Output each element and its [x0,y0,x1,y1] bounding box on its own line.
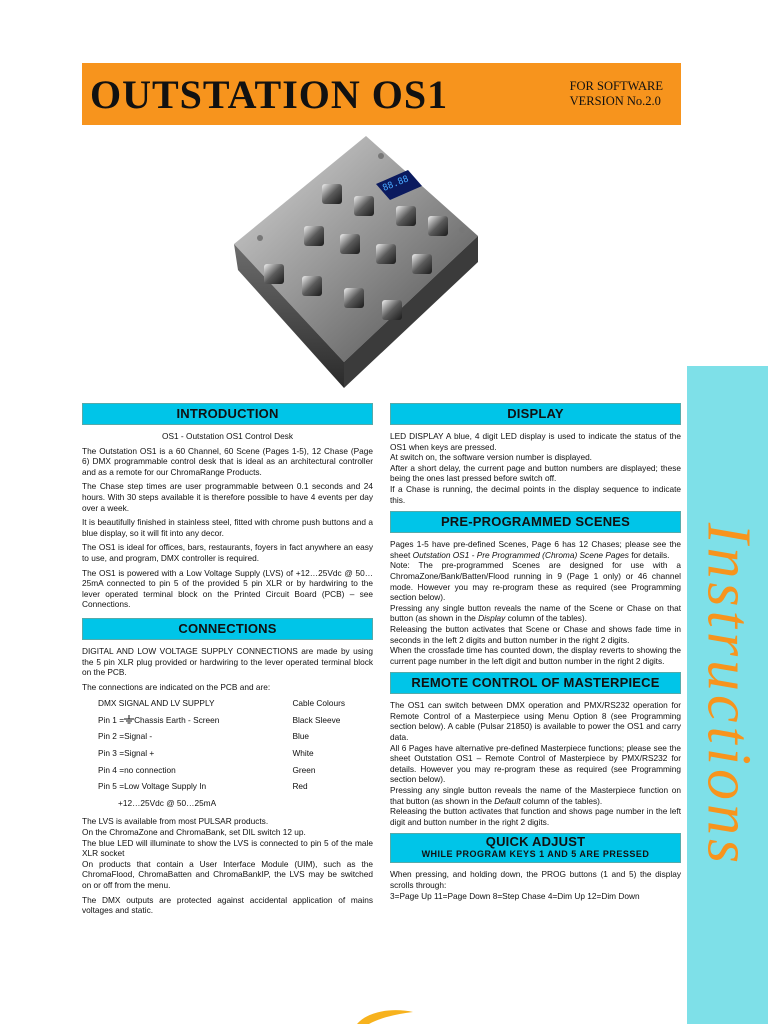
pin-description: Signal - [124,731,153,742]
connections-paragraph: On the ChromaZone and ChromaBank, set DIL switch 12 up. [82,827,306,838]
display-paragraph: LED DISPLAY A blue, 4 digit LED display is used to indicate the status of the OS1 when keys are pressed. [390,431,681,452]
connections-paragraph: The blue LED will illuminate to show the LVS is connected to pin 5 of the male XLR socket [82,837,373,859]
intro-paragraph: The OS1 is powered with a Low Voltage Supply (LVS) of +12…25Vdc @ 50…25mA connected to pin 5 of the provided 5 pin XLR or by hardwiring to the lever operated terminal block on the Printed Circuit Board (PCB) – see Connections. [82,567,373,610]
pre-programmed-paragraph: Pages 1-5 have pre-defined Scenes, Page 6 has 12 Chases; please see the sheet Outstation OS1 - Pre Programmed (Chroma) Scene Pages for details. [390,539,681,560]
version-line-1: FOR SOFTWARE [569,79,663,93]
connections-paragraph: The LVS is available from most PULSAR products. [82,816,269,827]
voltage-reference: +12…25Vdc @ 50…25mA [118,797,217,808]
table-row [82,765,373,782]
table-row [82,715,373,732]
cable-colour: Blue [292,731,310,742]
pin-label: Pin 3 = [98,748,125,759]
connections-paragraph: The connections are indicated on the PCB and are: [82,681,271,692]
decorative-swash [355,1008,415,1024]
quick-adjust-keys: 3=Page Up 11=Page Down 8=Step Chase 4=Dim Up 12=Dim Down [390,890,640,901]
pin-description: Low Voltage Supply In [124,781,207,792]
header-banner [82,63,681,125]
connections-paragraph: The DMX outputs are protected against accidental application of mains voltages and static. [82,894,373,916]
pre-programmed-paragraph: Pressing any single button reveals the name of the Scene or Chase on that button (as shown in the Display column of the tables). [390,602,681,624]
display-heading: DISPLAY [390,403,681,425]
right-column [390,403,681,901]
cable-colour: Green [292,764,316,775]
pre-programmed-heading: PRE-PROGRAMMED SCENES [390,511,681,533]
software-version [570,79,663,109]
version-line-2: VERSION No.2.0 [569,94,661,108]
quick-adjust-subtitle: WHILE PROGRAM KEYS 1 AND 5 ARE PRESSED [421,849,650,860]
pin-description: Chassis Earth - Screen [134,714,220,725]
table-row [82,781,373,798]
table-header-left: DMX SIGNAL AND LV SUPPLY [98,698,215,709]
cable-colour: White [292,748,314,759]
screw-head [459,227,465,233]
cable-colour: Black Sleeve [292,714,341,725]
side-tab [687,366,768,1024]
connections-table [82,698,373,814]
intro-paragraph: The Outstation OS1 is a 60 Channel, 60 Scene (Pages 1-5), 12 Chase (Page 6) DMX programmable control desk that is ideal as an architectural controller and as a remote for our ChromaRange Products. [82,445,373,477]
pre-programmed-paragraph: When the crossfade time has counted down, the display reverts to showing the current page number in the left digit and button number in the right 2 digits. [390,645,681,666]
quick-adjust-paragraph: When pressing, and holding down, the PROG buttons (1 and 5) the display scrolls through: [390,869,681,890]
left-column [82,403,373,920]
quick-adjust-heading [390,833,681,863]
table-row [82,798,373,815]
table-header-row [82,698,373,715]
pin-label: Pin 1 = [98,714,125,725]
remote-paragraph: Pressing any single button reveals the name of the Masterpiece function on that button (as shown in the Default column of the tables). [390,785,681,806]
pin-description: Signal + [124,748,155,759]
connections-paragraph: On products that contain a User Interface Module (UIM), such as the ChromaFlood, ChromaBatten and ChromaBankIP, the LVS may be switched on or off from the menu. [82,858,373,890]
pin-label: Pin 2 = [98,731,125,742]
screw-head [257,235,263,241]
remote-control-heading: REMOTE CONTROL OF MASTERPIECE [390,672,681,694]
table-row [82,731,373,748]
introduction-heading: INTRODUCTION [82,403,373,425]
connections-heading: CONNECTIONS [82,618,373,640]
intro-paragraph: The OS1 is ideal for offices, bars, restaurants, foyers in fact anywhere an easy to use, and program, DMX controller is required. [82,542,373,563]
intro-paragraph: It is beautifully finished in stainless steel, fitted with chrome push buttons and a blue display, so it will fit into any decor. [82,517,373,538]
display-paragraph: If a Chase is running, the decimal points in the display sequence to indicate this. [390,483,681,505]
pin-label: Pin 5 = [98,781,125,792]
display-paragraph: At switch on, the software version number is displayed. [390,452,592,463]
cable-colour: Red [292,781,308,792]
table-row [82,748,373,765]
pin-description: no connection [124,764,176,775]
remote-paragraph: Releasing the button activates that function and shows page number in the left digit and button number in the right 2 digits. [390,806,681,827]
svg-text:88.88: 88.88 [381,174,411,194]
pre-programmed-paragraph: Releasing the button activates that Scene or Chase and shows fade time in seconds in the left 2 digits and button number in the right 2 digits. [390,623,681,645]
remote-paragraph: All 6 Pages have alternative pre-defined Masterpiece functions; please see the sheet Outstation OS1 – Remote Control of Masterpiece by PMX/RS232 for details. However you may re-program these as required (see Programming section below). [390,742,681,785]
device-photo [226,126,488,392]
display-paragraph: After a short delay, the current page and button numbers are displayed; these being the ones last pressed before switch off. [390,462,681,484]
pin-label: Pin 4 = [98,764,125,775]
connections-paragraph: DIGITAL AND LOW VOLTAGE SUPPLY CONNECTIONS are made by using the 5 pin XLR plug provided or hardwiring to the lever operated terminal block on the PCB. [82,645,373,678]
side-tab-text: Instructions [694,522,762,868]
page-title: OUTSTATION OS1 [90,72,449,117]
intro-paragraph: The Chase step times are user programmable between 0.1 seconds and 24 hours. With 30 steps available it is therefore possible to have 4 events per day over a week. [82,481,373,513]
intro-subtitle: OS1 - Outstation OS1 Control Desk [162,431,293,441]
remote-paragraph: The OS1 can switch between DMX operation and PMX/RS232 operation for Remote Control of a Masterpiece using Menu Option 8 (see Programming section below). A cable (Pulsar 21850) is available to power the OS1 and carry data. [390,700,681,743]
quick-adjust-title: QUICK ADJUST [485,834,586,850]
screw-head [378,153,384,159]
pre-programmed-paragraph: Note: The pre-programmed Scenes are designed for use with a ChromaZone/Bank/Batten/Flood running in 9 (Page 1 only) or 46 channel mode. However you may re-program these as required (see Programming section below). [390,560,681,603]
ground-icon [124,715,134,724]
table-header-right: Cable Colours [292,698,346,709]
